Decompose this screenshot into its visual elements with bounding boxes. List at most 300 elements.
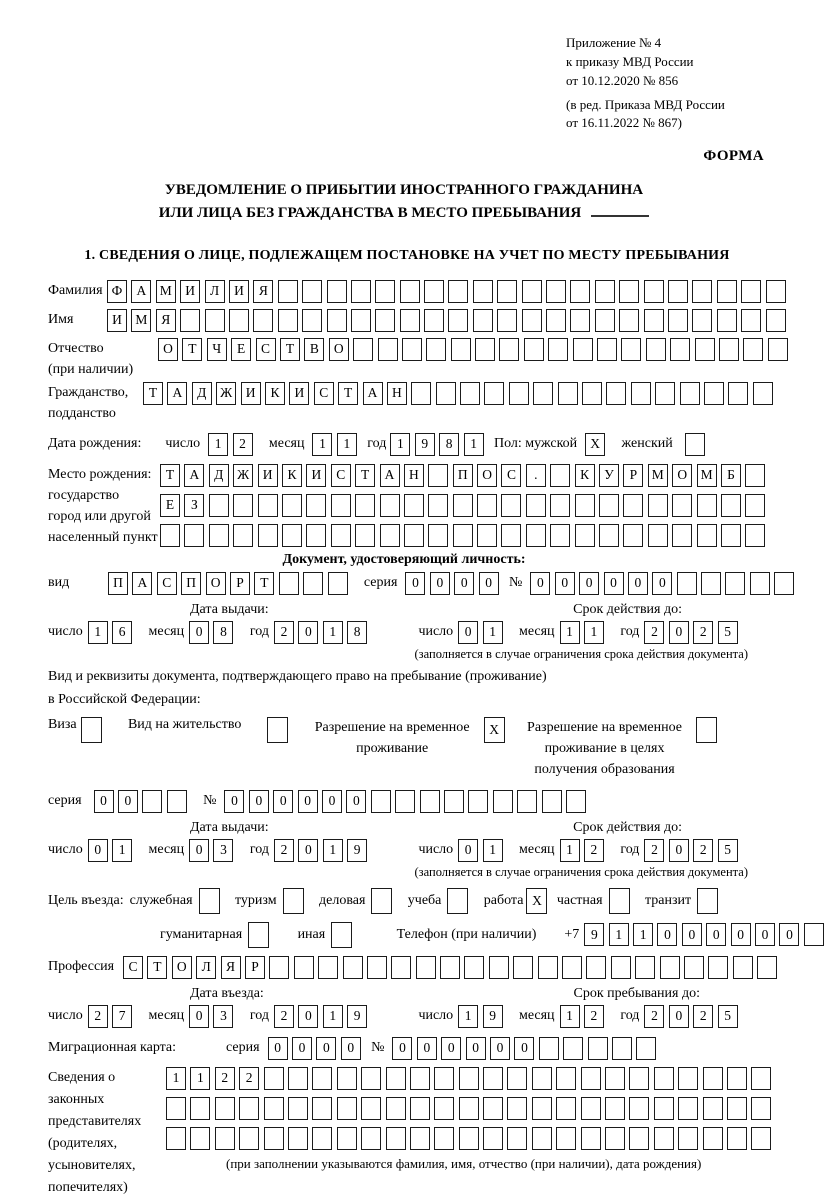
checkbox-cell[interactable] xyxy=(81,717,102,743)
char-cell[interactable] xyxy=(282,524,302,547)
char-cell[interactable] xyxy=(493,790,513,813)
char-cell[interactable] xyxy=(751,1067,771,1090)
char-cell[interactable] xyxy=(646,338,666,361)
char-cell[interactable] xyxy=(434,1097,454,1120)
char-cell[interactable]: 9 xyxy=(415,433,435,456)
checkbox-cell[interactable]: X xyxy=(484,717,505,743)
char-cell[interactable] xyxy=(648,494,668,517)
char-cell[interactable] xyxy=(497,280,517,303)
char-cell[interactable]: 1 xyxy=(112,839,132,862)
char-cell[interactable] xyxy=(532,1067,552,1090)
char-cell[interactable]: О xyxy=(477,464,497,487)
char-cell[interactable] xyxy=(371,790,391,813)
char-cell[interactable] xyxy=(703,1127,723,1150)
char-cell[interactable] xyxy=(678,1127,698,1150)
char-cell[interactable] xyxy=(548,338,568,361)
char-cell[interactable] xyxy=(312,1067,332,1090)
char-cell[interactable] xyxy=(499,338,519,361)
char-cell[interactable] xyxy=(475,338,495,361)
char-cell[interactable]: 0 xyxy=(628,572,648,595)
char-cell[interactable] xyxy=(727,1127,747,1150)
char-cell[interactable]: 2 xyxy=(644,621,664,644)
char-cell[interactable]: М xyxy=(156,280,176,303)
char-cell[interactable]: К xyxy=(265,382,285,405)
char-cell[interactable]: 2 xyxy=(274,839,294,862)
char-cell[interactable] xyxy=(612,1037,632,1060)
char-cell[interactable]: Д xyxy=(192,382,212,405)
char-cell[interactable] xyxy=(386,1067,406,1090)
char-cell[interactable]: 7 xyxy=(112,1005,132,1028)
char-cell[interactable]: А xyxy=(380,464,400,487)
char-cell[interactable]: Е xyxy=(231,338,251,361)
char-cell[interactable]: 0 xyxy=(298,790,318,813)
char-cell[interactable]: О xyxy=(329,338,349,361)
char-cell[interactable]: 0 xyxy=(706,923,726,946)
char-cell[interactable] xyxy=(703,1097,723,1120)
char-cell[interactable] xyxy=(459,1067,479,1090)
char-cell[interactable]: 1 xyxy=(483,621,503,644)
char-cell[interactable] xyxy=(575,524,595,547)
char-cell[interactable] xyxy=(264,1127,284,1150)
char-cell[interactable] xyxy=(497,309,517,332)
char-cell[interactable] xyxy=(677,572,697,595)
char-cell[interactable]: И xyxy=(180,280,200,303)
char-cell[interactable] xyxy=(451,338,471,361)
char-cell[interactable]: И xyxy=(241,382,261,405)
char-cell[interactable] xyxy=(629,1097,649,1120)
char-cell[interactable] xyxy=(741,280,761,303)
char-cell[interactable] xyxy=(621,338,641,361)
char-cell[interactable]: 0 xyxy=(669,621,689,644)
checkbox-cell[interactable] xyxy=(199,888,220,914)
char-cell[interactable] xyxy=(581,1097,601,1120)
char-cell[interactable] xyxy=(337,1067,357,1090)
char-cell[interactable] xyxy=(424,309,444,332)
char-cell[interactable]: 0 xyxy=(316,1037,336,1060)
char-cell[interactable] xyxy=(448,309,468,332)
char-cell[interactable] xyxy=(804,923,824,946)
char-cell[interactable] xyxy=(434,1067,454,1090)
char-cell[interactable]: 1 xyxy=(458,1005,478,1028)
char-cell[interactable]: 1 xyxy=(483,839,503,862)
char-cell[interactable]: 2 xyxy=(693,621,713,644)
char-cell[interactable]: П xyxy=(181,572,201,595)
char-cell[interactable] xyxy=(766,280,786,303)
char-cell[interactable] xyxy=(623,524,643,547)
char-cell[interactable]: 0 xyxy=(466,1037,486,1060)
char-cell[interactable] xyxy=(355,524,375,547)
char-cell[interactable] xyxy=(402,338,422,361)
char-cell[interactable] xyxy=(288,1067,308,1090)
char-cell[interactable]: 0 xyxy=(555,572,575,595)
char-cell[interactable]: 0 xyxy=(479,572,499,595)
char-cell[interactable] xyxy=(258,494,278,517)
char-cell[interactable] xyxy=(550,494,570,517)
char-cell[interactable]: Т xyxy=(182,338,202,361)
char-cell[interactable]: 0 xyxy=(579,572,599,595)
char-cell[interactable] xyxy=(489,956,509,979)
char-cell[interactable] xyxy=(426,338,446,361)
char-cell[interactable]: 2 xyxy=(644,1005,664,1028)
char-cell[interactable] xyxy=(507,1067,527,1090)
char-cell[interactable]: 0 xyxy=(292,1037,312,1060)
char-cell[interactable] xyxy=(539,1037,559,1060)
char-cell[interactable] xyxy=(725,572,745,595)
checkbox-cell[interactable] xyxy=(248,922,269,948)
char-cell[interactable] xyxy=(605,1127,625,1150)
char-cell[interactable] xyxy=(190,1127,210,1150)
char-cell[interactable]: Н xyxy=(404,464,424,487)
char-cell[interactable] xyxy=(631,382,651,405)
char-cell[interactable] xyxy=(654,1067,674,1090)
char-cell[interactable] xyxy=(766,309,786,332)
char-cell[interactable] xyxy=(573,338,593,361)
char-cell[interactable]: 1 xyxy=(609,923,629,946)
char-cell[interactable]: И xyxy=(289,382,309,405)
char-cell[interactable]: Л xyxy=(205,280,225,303)
char-cell[interactable]: 0 xyxy=(755,923,775,946)
char-cell[interactable]: 0 xyxy=(189,839,209,862)
char-cell[interactable]: К xyxy=(575,464,595,487)
char-cell[interactable]: Р xyxy=(230,572,250,595)
char-cell[interactable]: 2 xyxy=(233,433,253,456)
char-cell[interactable] xyxy=(327,280,347,303)
char-cell[interactable] xyxy=(378,338,398,361)
char-cell[interactable]: 0 xyxy=(657,923,677,946)
char-cell[interactable]: 1 xyxy=(390,433,410,456)
char-cell[interactable] xyxy=(253,309,273,332)
char-cell[interactable] xyxy=(644,280,664,303)
char-cell[interactable] xyxy=(166,1127,186,1150)
char-cell[interactable]: Т xyxy=(355,464,375,487)
char-cell[interactable] xyxy=(410,1097,430,1120)
char-cell[interactable] xyxy=(757,956,777,979)
char-cell[interactable]: 0 xyxy=(94,790,114,813)
char-cell[interactable]: Т xyxy=(143,382,163,405)
char-cell[interactable] xyxy=(563,1037,583,1060)
char-cell[interactable] xyxy=(636,1037,656,1060)
char-cell[interactable] xyxy=(190,1097,210,1120)
char-cell[interactable] xyxy=(395,790,415,813)
char-cell[interactable]: 0 xyxy=(392,1037,412,1060)
char-cell[interactable] xyxy=(400,309,420,332)
char-cell[interactable]: 0 xyxy=(298,621,318,644)
char-cell[interactable]: 9 xyxy=(483,1005,503,1028)
char-cell[interactable] xyxy=(648,524,668,547)
char-cell[interactable] xyxy=(400,280,420,303)
char-cell[interactable] xyxy=(599,494,619,517)
char-cell[interactable] xyxy=(599,524,619,547)
char-cell[interactable]: Я xyxy=(221,956,241,979)
char-cell[interactable] xyxy=(473,280,493,303)
char-cell[interactable] xyxy=(477,494,497,517)
char-cell[interactable]: 2 xyxy=(584,1005,604,1028)
char-cell[interactable] xyxy=(367,956,387,979)
char-cell[interactable] xyxy=(279,572,299,595)
char-cell[interactable]: 0 xyxy=(530,572,550,595)
char-cell[interactable]: 0 xyxy=(298,839,318,862)
char-cell[interactable] xyxy=(444,790,464,813)
char-cell[interactable]: 0 xyxy=(669,839,689,862)
char-cell[interactable]: А xyxy=(184,464,204,487)
char-cell[interactable] xyxy=(361,1127,381,1150)
char-cell[interactable]: 1 xyxy=(166,1067,186,1090)
char-cell[interactable]: 2 xyxy=(239,1067,259,1090)
char-cell[interactable]: 1 xyxy=(464,433,484,456)
char-cell[interactable] xyxy=(436,382,456,405)
char-cell[interactable] xyxy=(391,956,411,979)
char-cell[interactable] xyxy=(532,1097,552,1120)
char-cell[interactable] xyxy=(233,524,253,547)
char-cell[interactable] xyxy=(654,1127,674,1150)
checkbox-cell[interactable] xyxy=(331,922,352,948)
char-cell[interactable] xyxy=(582,382,602,405)
char-cell[interactable] xyxy=(550,524,570,547)
char-cell[interactable] xyxy=(678,1097,698,1120)
char-cell[interactable] xyxy=(411,382,431,405)
char-cell[interactable] xyxy=(239,1097,259,1120)
char-cell[interactable]: Б xyxy=(721,464,741,487)
char-cell[interactable]: 2 xyxy=(584,839,604,862)
char-cell[interactable]: 1 xyxy=(312,433,332,456)
char-cell[interactable] xyxy=(477,524,497,547)
char-cell[interactable]: 1 xyxy=(560,621,580,644)
char-cell[interactable] xyxy=(619,309,639,332)
char-cell[interactable] xyxy=(424,280,444,303)
char-cell[interactable] xyxy=(306,524,326,547)
char-cell[interactable]: С xyxy=(157,572,177,595)
char-cell[interactable] xyxy=(668,309,688,332)
char-cell[interactable] xyxy=(459,1127,479,1150)
char-cell[interactable] xyxy=(654,1097,674,1120)
char-cell[interactable]: 0 xyxy=(224,790,244,813)
char-cell[interactable]: 2 xyxy=(274,1005,294,1028)
char-cell[interactable]: 8 xyxy=(347,621,367,644)
char-cell[interactable]: К xyxy=(282,464,302,487)
char-cell[interactable] xyxy=(751,1097,771,1120)
char-cell[interactable]: 0 xyxy=(405,572,425,595)
char-cell[interactable] xyxy=(678,1067,698,1090)
char-cell[interactable] xyxy=(264,1097,284,1120)
char-cell[interactable]: 5 xyxy=(718,1005,738,1028)
char-cell[interactable] xyxy=(434,1127,454,1150)
char-cell[interactable] xyxy=(464,956,484,979)
char-cell[interactable] xyxy=(697,494,717,517)
char-cell[interactable] xyxy=(605,1067,625,1090)
char-cell[interactable]: О xyxy=(206,572,226,595)
char-cell[interactable]: 8 xyxy=(439,433,459,456)
char-cell[interactable] xyxy=(303,572,323,595)
char-cell[interactable]: 0 xyxy=(669,1005,689,1028)
char-cell[interactable] xyxy=(142,790,162,813)
char-cell[interactable] xyxy=(526,524,546,547)
char-cell[interactable]: Т xyxy=(147,956,167,979)
char-cell[interactable] xyxy=(484,382,504,405)
char-cell[interactable] xyxy=(453,494,473,517)
char-cell[interactable]: 5 xyxy=(718,839,738,862)
char-cell[interactable] xyxy=(209,524,229,547)
char-cell[interactable] xyxy=(328,572,348,595)
char-cell[interactable]: 1 xyxy=(633,923,653,946)
char-cell[interactable] xyxy=(361,1067,381,1090)
char-cell[interactable]: М xyxy=(131,309,151,332)
char-cell[interactable] xyxy=(513,956,533,979)
char-cell[interactable] xyxy=(727,1067,747,1090)
char-cell[interactable] xyxy=(483,1067,503,1090)
char-cell[interactable] xyxy=(404,494,424,517)
char-cell[interactable]: 0 xyxy=(514,1037,534,1060)
checkbox-cell[interactable] xyxy=(267,717,288,743)
char-cell[interactable] xyxy=(556,1097,576,1120)
char-cell[interactable] xyxy=(264,1067,284,1090)
char-cell[interactable] xyxy=(721,524,741,547)
char-cell[interactable] xyxy=(160,524,180,547)
char-cell[interactable] xyxy=(517,790,537,813)
char-cell[interactable]: О xyxy=(158,338,178,361)
char-cell[interactable] xyxy=(288,1097,308,1120)
char-cell[interactable] xyxy=(229,309,249,332)
char-cell[interactable] xyxy=(629,1127,649,1150)
char-cell[interactable]: О xyxy=(672,464,692,487)
char-cell[interactable] xyxy=(575,494,595,517)
char-cell[interactable] xyxy=(606,382,626,405)
char-cell[interactable] xyxy=(595,309,615,332)
char-cell[interactable]: 0 xyxy=(652,572,672,595)
char-cell[interactable] xyxy=(721,494,741,517)
char-cell[interactable] xyxy=(312,1127,332,1150)
char-cell[interactable]: 0 xyxy=(118,790,138,813)
char-cell[interactable] xyxy=(704,382,724,405)
char-cell[interactable] xyxy=(306,494,326,517)
char-cell[interactable]: 2 xyxy=(274,621,294,644)
char-cell[interactable]: И xyxy=(306,464,326,487)
char-cell[interactable] xyxy=(556,1127,576,1150)
char-cell[interactable] xyxy=(611,956,631,979)
char-cell[interactable]: 0 xyxy=(417,1037,437,1060)
char-cell[interactable]: 0 xyxy=(490,1037,510,1060)
char-cell[interactable] xyxy=(546,280,566,303)
char-cell[interactable]: 2 xyxy=(215,1067,235,1090)
char-cell[interactable]: . xyxy=(526,464,546,487)
char-cell[interactable] xyxy=(351,309,371,332)
char-cell[interactable] xyxy=(453,524,473,547)
char-cell[interactable] xyxy=(501,524,521,547)
char-cell[interactable] xyxy=(380,524,400,547)
char-cell[interactable]: 6 xyxy=(112,621,132,644)
checkbox-cell[interactable]: X xyxy=(526,888,547,914)
char-cell[interactable]: П xyxy=(108,572,128,595)
char-cell[interactable] xyxy=(282,494,302,517)
char-cell[interactable]: 1 xyxy=(323,1005,343,1028)
char-cell[interactable]: 2 xyxy=(88,1005,108,1028)
char-cell[interactable] xyxy=(269,956,289,979)
checkbox-cell[interactable] xyxy=(371,888,392,914)
char-cell[interactable] xyxy=(440,956,460,979)
char-cell[interactable]: X xyxy=(585,433,605,456)
char-cell[interactable] xyxy=(184,524,204,547)
char-cell[interactable] xyxy=(278,309,298,332)
char-cell[interactable] xyxy=(695,338,715,361)
char-cell[interactable] xyxy=(588,1037,608,1060)
checkbox-cell[interactable] xyxy=(696,717,717,743)
char-cell[interactable] xyxy=(556,1067,576,1090)
char-cell[interactable] xyxy=(581,1127,601,1150)
char-cell[interactable]: 1 xyxy=(208,433,228,456)
char-cell[interactable] xyxy=(586,956,606,979)
char-cell[interactable]: С xyxy=(123,956,143,979)
char-cell[interactable] xyxy=(473,309,493,332)
char-cell[interactable]: 2 xyxy=(693,839,713,862)
char-cell[interactable] xyxy=(331,524,351,547)
char-cell[interactable] xyxy=(294,956,314,979)
char-cell[interactable] xyxy=(507,1097,527,1120)
char-cell[interactable]: 1 xyxy=(560,1005,580,1028)
char-cell[interactable] xyxy=(416,956,436,979)
char-cell[interactable]: 0 xyxy=(249,790,269,813)
char-cell[interactable]: С xyxy=(331,464,351,487)
char-cell[interactable] xyxy=(532,1127,552,1150)
char-cell[interactable]: Н xyxy=(387,382,407,405)
char-cell[interactable]: М xyxy=(648,464,668,487)
char-cell[interactable] xyxy=(420,790,440,813)
char-cell[interactable] xyxy=(623,494,643,517)
char-cell[interactable]: У xyxy=(599,464,619,487)
char-cell[interactable]: 0 xyxy=(88,839,108,862)
char-cell[interactable] xyxy=(386,1097,406,1120)
char-cell[interactable] xyxy=(595,280,615,303)
char-cell[interactable]: 1 xyxy=(190,1067,210,1090)
char-cell[interactable] xyxy=(566,790,586,813)
char-cell[interactable] xyxy=(692,309,712,332)
char-cell[interactable] xyxy=(550,464,570,487)
char-cell[interactable]: Р xyxy=(245,956,265,979)
char-cell[interactable] xyxy=(460,382,480,405)
char-cell[interactable]: 0 xyxy=(682,923,702,946)
char-cell[interactable] xyxy=(524,338,544,361)
char-cell[interactable] xyxy=(597,338,617,361)
char-cell[interactable] xyxy=(570,309,590,332)
char-cell[interactable]: 0 xyxy=(458,839,478,862)
char-cell[interactable] xyxy=(522,280,542,303)
char-cell[interactable]: 0 xyxy=(189,1005,209,1028)
char-cell[interactable] xyxy=(655,382,675,405)
char-cell[interactable] xyxy=(483,1127,503,1150)
char-cell[interactable] xyxy=(205,309,225,332)
char-cell[interactable] xyxy=(546,309,566,332)
char-cell[interactable]: Т xyxy=(338,382,358,405)
char-cell[interactable] xyxy=(629,1067,649,1090)
char-cell[interactable] xyxy=(660,956,680,979)
char-cell[interactable]: 0 xyxy=(298,1005,318,1028)
char-cell[interactable]: 0 xyxy=(458,621,478,644)
char-cell[interactable]: Ч xyxy=(207,338,227,361)
char-cell[interactable] xyxy=(753,382,773,405)
char-cell[interactable]: 0 xyxy=(341,1037,361,1060)
char-cell[interactable] xyxy=(672,524,692,547)
char-cell[interactable] xyxy=(483,1097,503,1120)
char-cell[interactable]: 0 xyxy=(322,790,342,813)
char-cell[interactable] xyxy=(410,1067,430,1090)
char-cell[interactable]: 8 xyxy=(213,621,233,644)
char-cell[interactable] xyxy=(745,524,765,547)
char-cell[interactable]: 2 xyxy=(693,1005,713,1028)
checkbox-cell[interactable] xyxy=(283,888,304,914)
char-cell[interactable] xyxy=(680,382,700,405)
char-cell[interactable] xyxy=(343,956,363,979)
char-cell[interactable] xyxy=(386,1127,406,1150)
char-cell[interactable]: И xyxy=(258,464,278,487)
char-cell[interactable]: О xyxy=(172,956,192,979)
